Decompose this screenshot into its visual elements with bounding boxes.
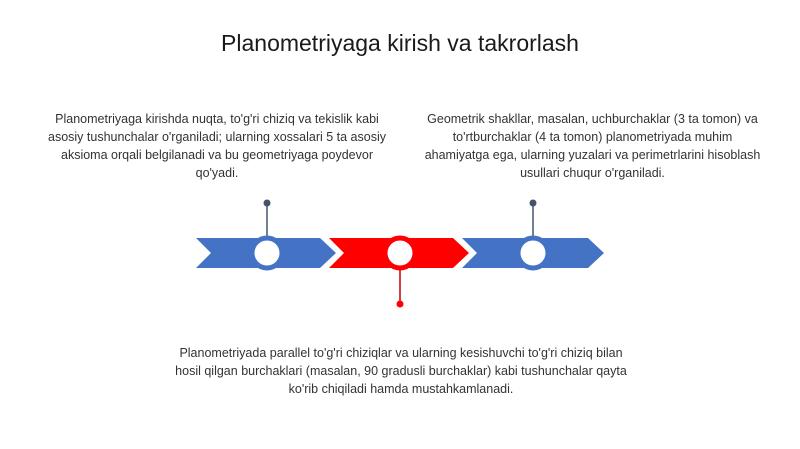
connector-dot-2 [397, 301, 404, 308]
milestone-ring-1 [252, 238, 282, 268]
connector-dot-3 [530, 200, 537, 207]
step-2-description: Planometriyada parallel to'g'ri chiziqlar va ularning kesishuvchi to'g'ri chiziq bilan hosil qilgan burchaklari (masalan, 90 gradusli burchaklar) kabi tushunchalar qayta ko'rib chiqiladi hamda mustahkamlanadi. [175, 346, 627, 396]
milestone-ring-2 [385, 238, 415, 268]
slide-title: Planometriyaga kirish va takrorlash [221, 30, 579, 56]
step-1-description: Planometriyaga kirishda nuqta, to'g'ri chiziq va tekislik kabi asosiy tushunchalar o'rganiladi; ularning xossalari 5 ta asosiy aksioma orqali belgilanadi va bu geometriyaga poydevor qo'yadi. [48, 112, 386, 180]
milestone-ring-3 [518, 238, 548, 268]
connector-dot-1 [264, 200, 271, 207]
step-3-description: Geometrik shakllar, masalan, uchburchaklar (3 ta tomon) va to'rtburchaklar (4 ta tomon) planometriyada muhim ahamiyatga ega, ularning yuzalari va perimetrlarini hisoblash usullari chuqur o'rganiladi. [424, 112, 761, 180]
